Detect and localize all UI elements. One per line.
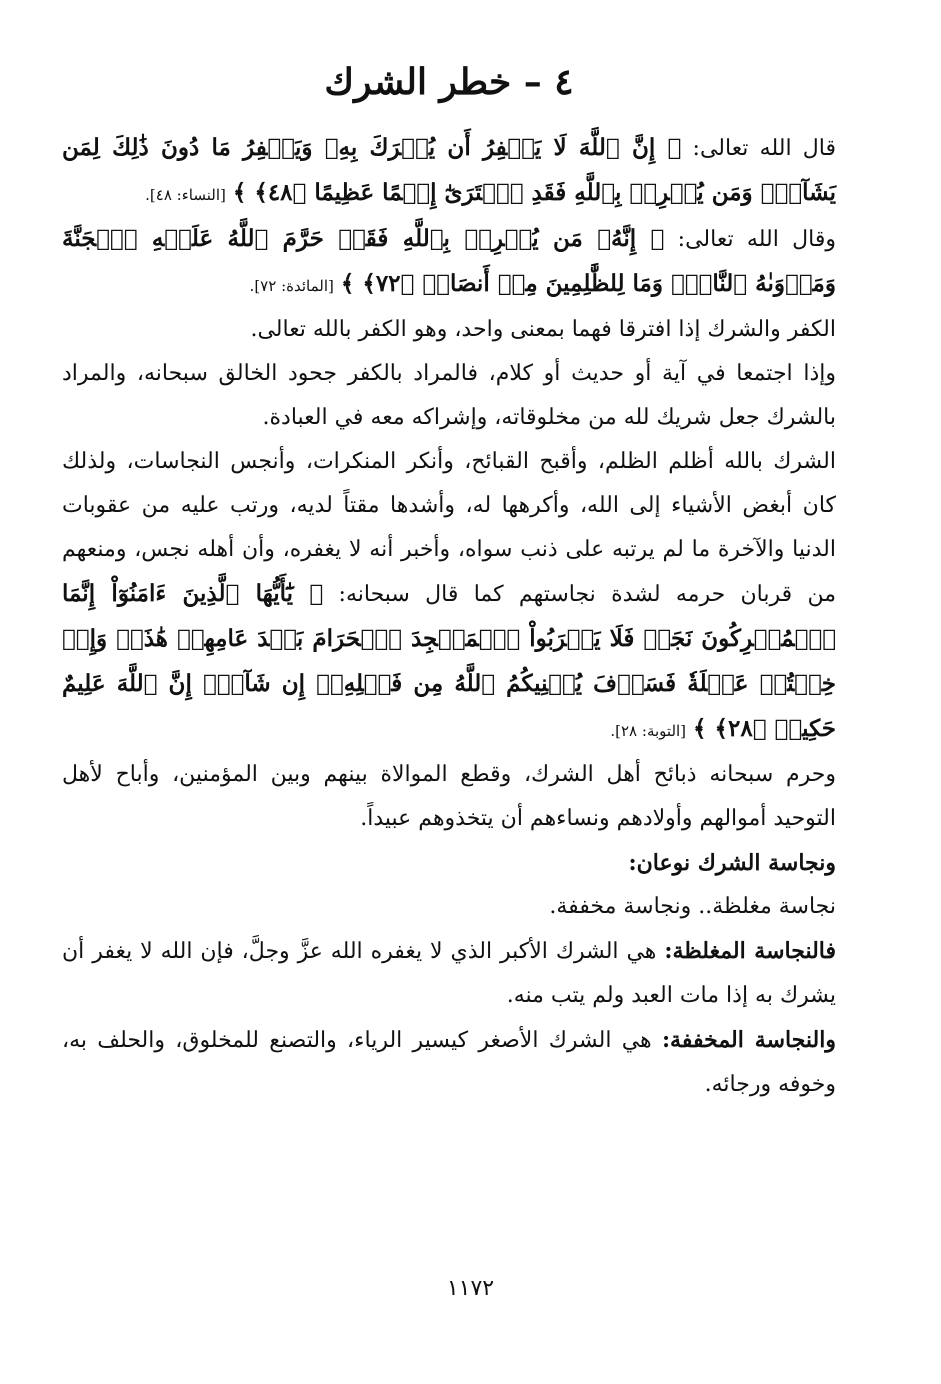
paragraph-1 [62, 126, 836, 217]
paragraph-5 [62, 440, 836, 753]
verse-reference-tawbah-28: [التوبة: ٢٨]. [610, 722, 687, 740]
paragraph-10-text: هي الشرك الأصغر كيسير الرياء، والتصنع للمخلوق، والحلف به، وخوفه ورجائه. [62, 1028, 836, 1097]
quran-verse-tawbah-28: ﴿ يَٰٓأَيُّهَا ٱلَّذِينَ ءَامَنُوٓاْ إِنَّمَا ٱلۡمُشۡرِكُونَ نَجَسٞ فَلَا يَقۡرَبُواْ ٱلۡمَسۡجِدَ ٱلۡحَرَامَ بَعۡدَ عَامِهِمۡ هَٰذَاۚ وَإِنۡ خِفۡتُمۡ عَيۡلَةٗ فَسَوۡفَ يُغۡنِيكُمُ ٱللَّهُ مِن فَضۡلِهِۦٓ إِن شَآءَۚ إِنَّ ٱللَّهَ عَلِيمٌ حَكِيمٞ ﴿٢٨﴾ ﴾ [62, 580, 836, 742]
paragraph-3: الكفر والشرك إذا افترقا فهما بمعنى واحد، وهو الكفر بالله تعالى. [250, 317, 836, 342]
term-minor-impurity: والنجاسة المخففة: [661, 1027, 837, 1053]
paragraph-8: نجاسة مغلظة.. ونجاسة مخففة. [549, 894, 836, 919]
subheading-types-of-impurity: ونجاسة الشرك نوعان: [628, 850, 836, 876]
verse-reference-nisa-48: [النساء: ٤٨]. [145, 186, 226, 204]
quran-verse-maidah-72: ﴿ إِنَّهُۥ مَن يُشۡرِكۡ بِٱللَّهِ فَقَدۡ حَرَّمَ ٱللَّهُ عَلَيۡهِ ٱلۡجَنَّةَ وَمَأۡوَىٰهُ ٱلنَّارُۖ وَمَا لِلظَّٰلِمِينَ مِنۡ أَنصَارٖ ﴿٧٢﴾ ﴾ [62, 225, 836, 297]
term-major-impurity: فالنجاسة المغلظة: [664, 938, 837, 964]
page-number: ١١٧٢ [446, 1276, 495, 1301]
paragraph-10 [62, 1018, 836, 1107]
paragraph-9 [62, 929, 836, 1018]
page-body [62, 52, 836, 1107]
quran-verse-nisa-48: ﴿ إِنَّ ٱللَّهَ لَا يَغۡفِرُ أَن يُشۡرَكَ بِهِۦ وَيَغۡفِرُ مَا دُونَ ذَٰلِكَ لِمَن يَشَآءُۚ وَمَن يُشۡرِكۡ بِٱللَّهِ فَقَدِ ٱفۡتَرَىٰٓ إِثۡمًا عَظِيمًا ﴿٤٨﴾ ﴾ [62, 134, 836, 206]
paragraph-9-text: هي الشرك الأكبر الذي لا يغفره الله عزَّ وجلَّ، فإن الله لا يغفر أن يشرك به إذا مات العبد ولم يتب منه. [62, 939, 836, 1008]
paragraph-5-text: الشرك بالله أظلم الظلم، وأقبح القبائح، وأنكر المنكرات، وأنجس النجاسات، ولذلك كان أبغض الأشياء إلى الله، وأكرهها له، وأشدها مقتاً لديه، ورتب عليه من عقوبات الدنيا والآخرة ما لم يرتبه على ذنب سواه، وأخبر أنه لا يغفره، وأن أهله نجس، ومنعهم من قربان حرمه لشدة نجاستهم كما قال سبحانه: [62, 449, 836, 607]
paragraph-2 [62, 217, 836, 308]
chapter-title: ٤ – خطر الشرك [324, 61, 574, 103]
paragraph-4: وإذا اجتمعا في آية أو حديث أو كلام، فالمراد بالكفر جحود الخالق سبحانه، والمراد بالشرك جعل شريك لله من مخلوقاته، وإشراكه معه في العبادة. [62, 361, 836, 430]
paragraph-6: وحرم سبحانه ذبائح أهل الشرك، وقطع الموالاة بينهم وبين المؤمنين، وأباح لأهل التوحيد أموالهم وأولادهم ونساءهم أن يتخذوهم عبيداً. [62, 762, 836, 831]
verse-reference-maidah-72: [المائدة: ٧٢]. [249, 277, 334, 295]
paragraph-2-intro: وقال الله تعالى: [664, 227, 837, 252]
paragraph-1-intro: قال الله تعالى: [681, 136, 837, 161]
